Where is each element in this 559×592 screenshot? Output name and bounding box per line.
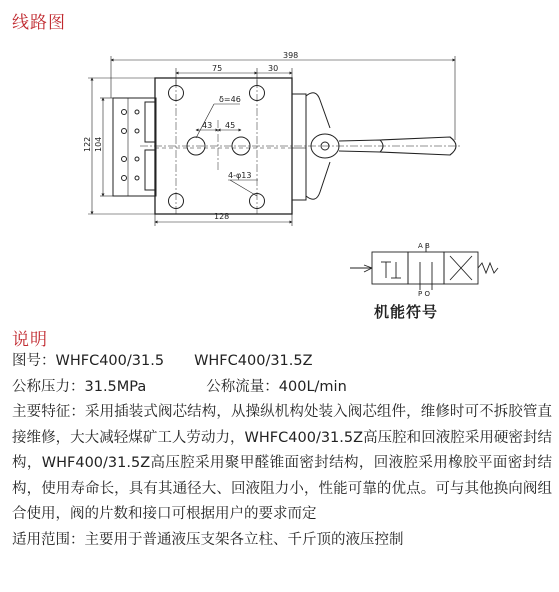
dim-43: 43	[202, 121, 213, 130]
dim-122: 122	[83, 136, 92, 152]
model-2: WHFC400/31.5Z	[194, 353, 313, 369]
outline-view	[113, 78, 462, 214]
dim-104: 104	[94, 136, 103, 152]
symbol-ports-ab: A B	[418, 242, 430, 250]
description-body	[12, 349, 552, 553]
application-text: 适用范围：主要用于普通液压支架各立柱、千斤顶的液压控制	[12, 531, 404, 548]
symbol-ports-po: P O	[418, 290, 430, 298]
dim-45: 45	[225, 121, 236, 130]
dim-holes: 4-φ13	[228, 171, 252, 180]
dimension-lines	[88, 56, 455, 226]
dim-398: 398	[283, 51, 299, 60]
model-label: 图号：	[12, 353, 56, 369]
description-heading: 说明	[12, 330, 48, 350]
function-symbol	[350, 244, 498, 290]
model-row	[12, 349, 552, 375]
dim-delta: δ=46	[219, 95, 241, 104]
features-text: 主要特征：采用插装式阀芯结构，从操纵机构处装入阀芯组件，维修时可不拆胶管直接维修，大大减轻煤矿工人劳动力，WHFC400/31.5Z高压腔和回液腔采用硬密封结构，WHF400/31.5Z高压腔采用聚甲醛锥面密封结构，回液腔采用橡胶平面密封结构，使用寿命长，具有其通径大、回液阻力小，性能可靠的优点。可与其他换向阀组合使用，阀的片数和接口可根据用户的要求而定	[12, 404, 552, 522]
model-1: WHFC400/31.5	[55, 353, 165, 369]
dim-75: 75	[212, 64, 223, 73]
dim-128: 128	[214, 212, 230, 221]
nominal-pressure: 公称压力：31.5MPa	[12, 378, 147, 395]
symbol-caption: 机能符号	[374, 303, 439, 321]
dim-30: 30	[268, 64, 279, 73]
circuit-heading: 线路图	[12, 13, 66, 33]
nominal-flow: 公称流量：400L/min	[206, 378, 347, 395]
spec-row	[12, 375, 552, 401]
